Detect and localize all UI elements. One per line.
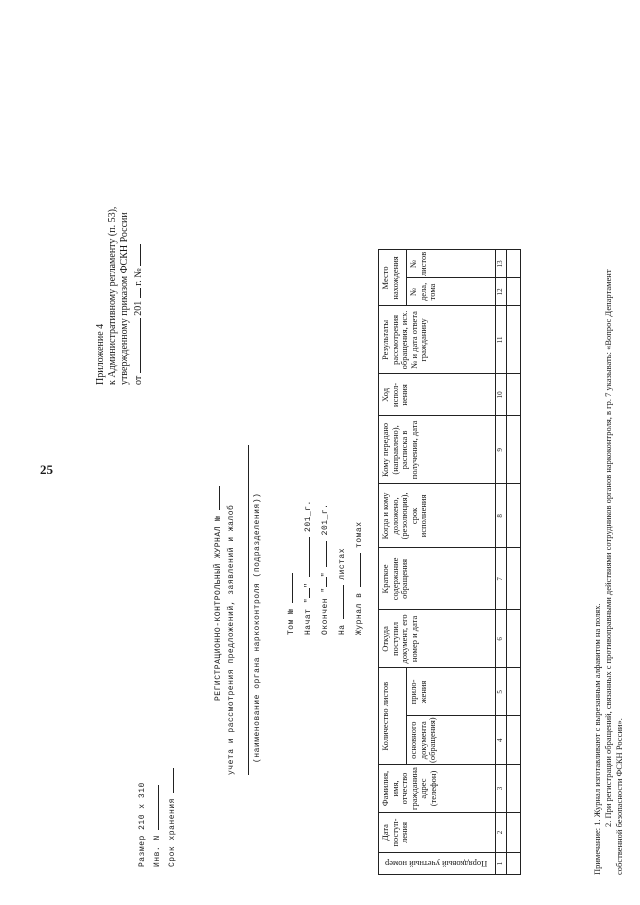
journal-title: РЕГИСТРАЦИОННО-КОНТРОЛЬНЫЙ ЖУРНАЛ № <box>210 415 225 775</box>
column-number: 12 <box>496 278 507 306</box>
org-name-line <box>242 445 249 775</box>
header-reported: Когда и кому доложено, (резолюция), срок исполнения <box>379 484 496 548</box>
header-sheet-numbers: № листов <box>407 250 496 278</box>
ended-field: Окончен "" 201_г. <box>317 500 334 635</box>
header-date: Дата поступ-ления <box>379 813 496 853</box>
inventory-number: Инв. N <box>149 768 164 867</box>
column-number: 4 <box>496 716 507 765</box>
appendix-header <box>95 125 145 385</box>
number-blank <box>131 244 141 266</box>
storage-period: Срок хранения <box>164 768 179 867</box>
column-number: 13 <box>496 250 507 278</box>
header-transferred: Кому передано (направлено), расписка в получении, дата <box>379 416 496 484</box>
header-main-document: основного документа (обращения) <box>407 716 496 765</box>
page-number: 25 <box>40 462 53 477</box>
journal-fields <box>283 500 368 635</box>
journal-title-block <box>210 415 264 775</box>
journal-subtitle: учета и рассмотрения предложений, заявлений и жалоб <box>227 504 236 775</box>
note-2: 2. При регистрации обращений, связанных с противоправными действиями сотрудников органов наркоконтроля, в гр. 7 указывать: «Вопрос Департамент <box>603 269 613 827</box>
column-number: 7 <box>496 548 507 610</box>
header-summary: Краткое содержание обращения <box>379 548 496 610</box>
header-attachment: прило-жения <box>407 668 496 716</box>
appendix-title: Приложение 4 <box>95 323 106 385</box>
appendix-regulation: к Административному регламенту (п. 53), <box>107 206 118 385</box>
column-number: 6 <box>496 610 507 668</box>
appendix-order: утвержденному приказом ФСКН России <box>119 212 130 385</box>
header-serial-number: Порядковый учетный номер <box>379 853 496 875</box>
note-2-continued: собственной безопасности ФСКН России». <box>614 718 624 875</box>
date-blank <box>131 318 141 373</box>
column-number: 9 <box>496 416 507 484</box>
column-number: 8 <box>496 484 507 548</box>
column-number: 3 <box>496 765 507 813</box>
header-progress: Ход испол-нения <box>379 374 496 416</box>
header-citizen-name: Фамилия, имя, отчество гражданина адрес (телефон) <box>379 765 496 813</box>
column-number: 2 <box>496 813 507 853</box>
registration-table <box>378 249 521 875</box>
org-caption: (наименование органа наркоконтроля (подразделения)) <box>253 492 262 763</box>
column-number: 5 <box>496 668 507 716</box>
column-number: 1 <box>496 853 507 875</box>
volumes-field: Журнал в томах <box>351 500 368 635</box>
header-case-volume: № дела, тома <box>407 278 496 306</box>
header-results: Результаты рассмотрения обращения, исх. № и дата ответа гражданину <box>379 306 496 374</box>
sheets-field: На листах <box>334 500 351 635</box>
notes-block <box>592 15 625 875</box>
format-block <box>137 768 179 867</box>
header-source: Откуда поступил документ, его номер и дата <box>379 610 496 668</box>
header-location: Место нахождения <box>379 250 407 306</box>
column-number: 10 <box>496 374 507 416</box>
format-size: Размер 210 x 310 <box>138 782 147 867</box>
volume-field: Том № <box>283 500 300 635</box>
column-number: 11 <box>496 306 507 374</box>
started-field: Начат "" 201_г. <box>300 500 317 635</box>
note-1: Примечание: 1. Журнал изготавливают с вырезанным алфавитом на полях. <box>592 603 602 875</box>
appendix-date-line: от 201 г. № <box>131 125 145 385</box>
empty-entry-row <box>506 250 520 875</box>
header-sheet-count: Количество листов <box>379 668 407 765</box>
column-number-row <box>496 250 507 875</box>
